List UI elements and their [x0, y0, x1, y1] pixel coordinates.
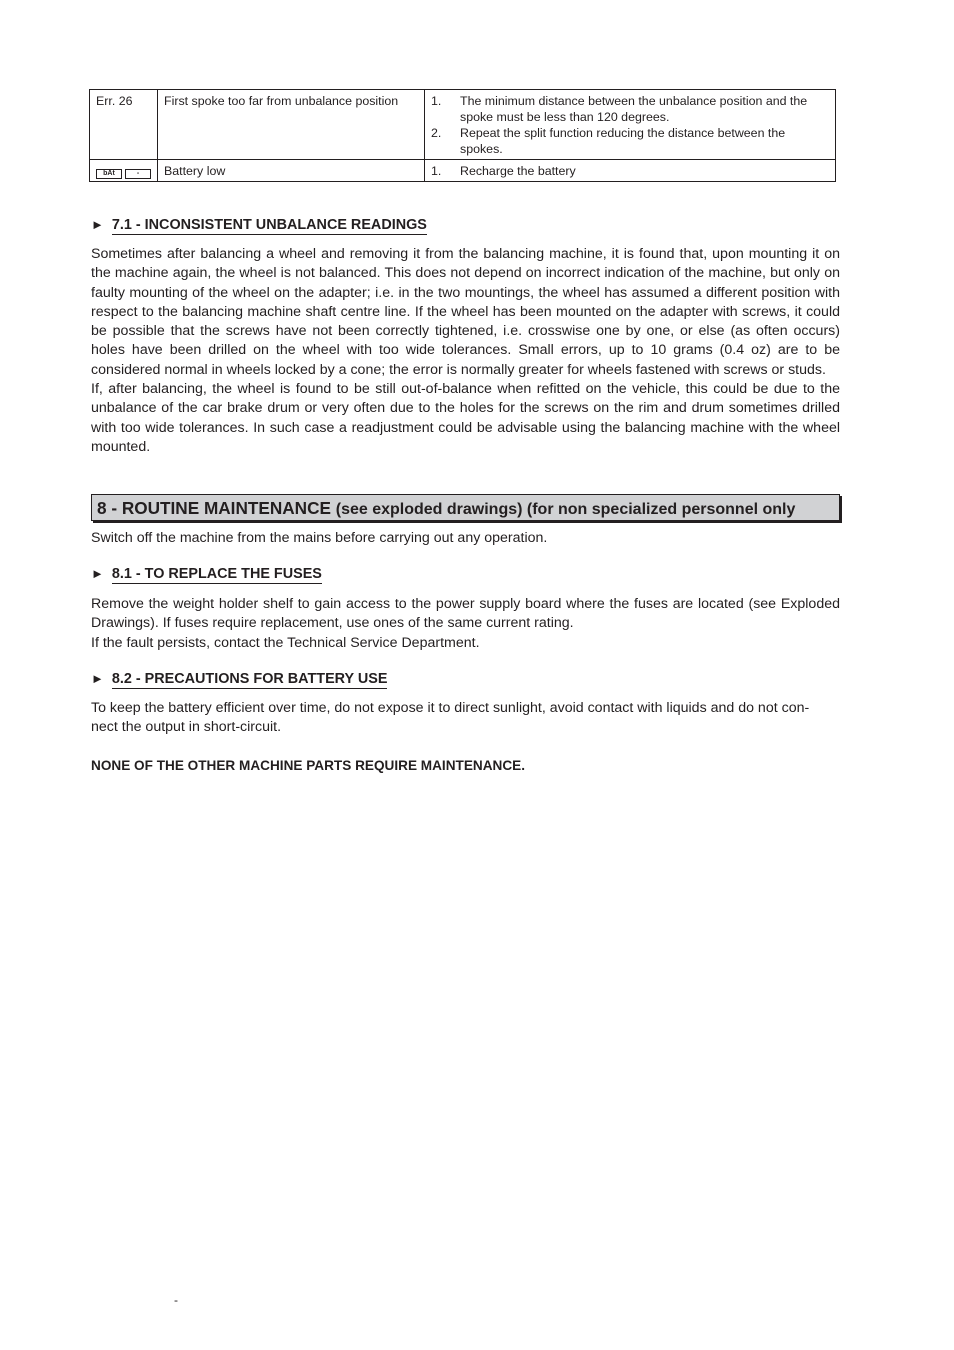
error-remedies: [425, 160, 836, 182]
error-table: [89, 89, 836, 182]
section-8-1-body: Remove the weight holder shelf to gain access to the power supply board where the fuses are located (see Exploded Drawings). If fuses require replacement, use ones of the same current rating. If the fault persists, contact the Technical Service Department.: [91, 596, 840, 651]
display-segment-left: bAt: [96, 169, 122, 179]
error-description: Battery low: [158, 160, 425, 182]
arrow-right-icon: ►: [91, 566, 104, 581]
display-segment-right: -: [125, 169, 151, 179]
table-row: [90, 90, 836, 160]
section-8-2-heading: ► 8.2 - PRECAUTIONS FOR BATTERY USE: [91, 671, 388, 687]
list-item: 1. The minimum distance between the unbalance position and the spoke must be less than 120 degrees.: [431, 94, 808, 124]
section-8-2-body: To keep the battery efficient over time, do not expose it to direct sunlight, avoid contact with liquids and do not con- nect the output in short-circuit.: [91, 700, 810, 736]
error-code: Err. 26: [90, 90, 158, 160]
section-8-intro: Switch off the machine from the mains before carrying out any operation.: [91, 530, 548, 546]
section-7-1-body: Sometimes after balancing a wheel and removing it from the balancing machine, it is found that, upon mounting it on the machine again, the wheel is not balanced. This does not depend on incorrect indication of the machine, but only on faulty mounting of the wheel on the adapter; i.e. in the two mountings, the wheel has assumed a different position with respect to the balancing machine shaft centre line. If the wheel has been mounted on the adapter with screws, it could be possible that the screws have not been correctly tightened, i.e. crosswise one by one, or else (as often occurs) holes have been drilled on the wheel with too wide tolerances. Small errors, up to 10 grams (0.4 oz) are to be considered normal in wheels locked by a cone; the error is normally greater for wheels fastened with screws or studs. If, after balancing, the wheel is found to be still out-of-balance when refitted on the vehicle, this could be due to the unbalance of the car brake drum or very often due to the holes for the screws on the rim and drum sometimes drilled with too wide tolerances. In such case a readjustment could be advisable using the balancing machine with the wheel mounted.: [91, 246, 840, 455]
list-item: 1. Recharge the battery: [431, 164, 576, 178]
table-row: [90, 160, 836, 182]
footer-mark: -: [174, 1293, 178, 1307]
arrow-right-icon: ►: [91, 217, 104, 232]
maintenance-note: NONE OF THE OTHER MACHINE PARTS REQUIRE MAINTENANCE.: [91, 758, 526, 773]
section-8-1-heading: ► 8.1 - TO REPLACE THE FUSES: [91, 566, 322, 582]
section-8-banner: 8 - ROUTINE MAINTENANCE (see exploded drawings) (for non specialized personnel only: [91, 494, 840, 521]
error-description: First spoke too far from unbalance position: [158, 90, 425, 160]
section-7-1-heading: ► 7.1 - INCONSISTENT UNBALANCE READINGS: [91, 217, 427, 233]
display-indicator: [90, 160, 158, 182]
arrow-right-icon: ►: [91, 671, 104, 686]
error-remedies: [425, 90, 836, 160]
list-item: 2. Repeat the split function reducing the distance between the spokes.: [431, 126, 786, 156]
